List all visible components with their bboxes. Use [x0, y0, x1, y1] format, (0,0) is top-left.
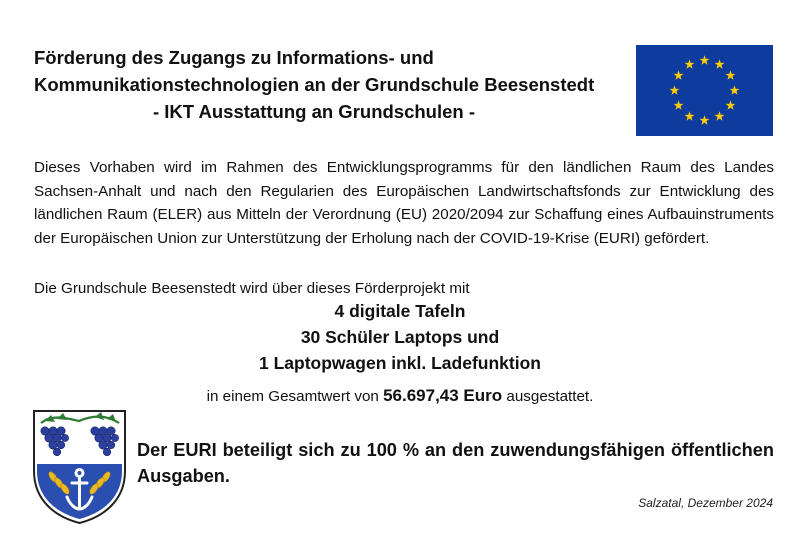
coat-of-arms-icon	[31, 409, 128, 525]
heading-subtitle: - IKT Ausstattung an Grundschulen -	[152, 101, 476, 122]
equipment-list	[0, 298, 800, 376]
total-amount: 56.697,43 Euro	[383, 386, 503, 405]
total-suffix: ausgestattet.	[506, 388, 594, 405]
place-date: Salzatal, Dezember 2024	[638, 496, 773, 510]
heading-line-2: Kommunikationstechnologien an der Grundschule Beesenstedt	[34, 74, 595, 95]
equipment-item: 30 Schüler Laptops und	[300, 327, 500, 347]
equipment-item: 1 Laptopwagen inkl. Ladefunktion	[259, 353, 541, 373]
equipment-item: 4 digitale Tafeln	[334, 301, 466, 321]
eu-flag-icon	[636, 45, 773, 136]
funding-paragraph: Dieses Vorhaben wird im Rahmen des Entwicklungsprogramms für den ländlichen Raum des Landes Sachsen-Anhalt und nach den Regularien des Europäischen Landwirtschaftsfonds zur Entwicklung des ländlichen Raum (ELER) aus Mitteln der Verordnung (EU) 2020/2094 zur Schaffung eines Aufbauinstruments der Europäischen Union zur Unterstützung der Erholung nach der COVID-19-Krise (EURI) gefördert.	[34, 159, 774, 247]
funding-intro: Die Grundschule Beesenstedt wird über dieses Förderprojekt mit	[34, 280, 470, 297]
share-statement: Der EURI beteiligt sich zu 100 % an den zuwendungsfähigen öffentlichen Ausgaben.	[137, 440, 774, 486]
heading-line-1: Förderung des Zugangs zu Informations- und	[34, 47, 434, 68]
total-value-line	[0, 385, 800, 408]
heading	[34, 44, 634, 125]
total-prefix: in einem Gesamtwert von	[206, 388, 379, 405]
